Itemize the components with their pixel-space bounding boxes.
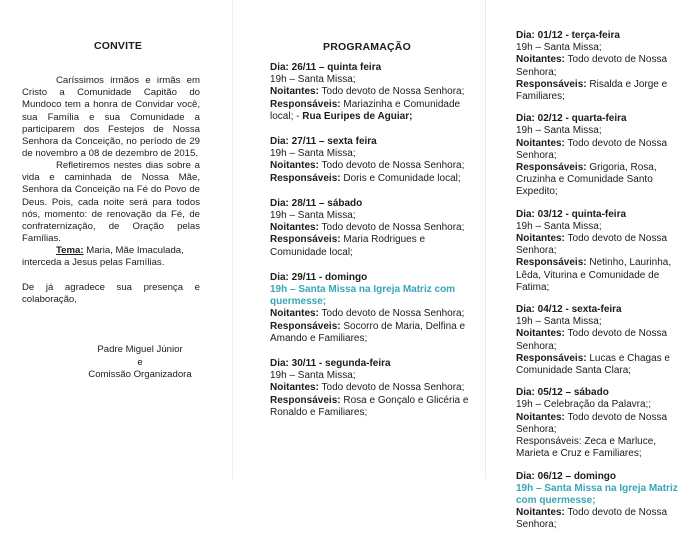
responsaveis-text: Mariazinha e Comunidade local; -	[270, 98, 461, 122]
noitantes-text: Todo devoto de Nossa Senhora;	[318, 308, 465, 320]
schedule-day	[516, 387, 691, 460]
schedule-day	[270, 198, 470, 259]
noitantes-label: Noitantes:	[270, 382, 319, 394]
noitantes-text: Todo devoto de Nossa Senhora;	[318, 160, 465, 172]
day-mass: 19h – Santa Missa;	[270, 74, 356, 86]
programacao-heading: PROGRAMAÇÃO	[323, 41, 411, 53]
schedule-day	[516, 209, 691, 294]
schedule-day	[516, 471, 691, 532]
noitantes-text: Todo devoto de Nossa Senhora;	[318, 382, 465, 394]
tema-paragraph	[22, 245, 200, 269]
responsaveis-text: Netinho, Laurinha, Lêda, Viturina e Comunidade de Fatima;	[516, 257, 672, 293]
responsaveis-label: Responsáveis:	[516, 78, 587, 90]
schedule-day	[270, 136, 470, 185]
noitantes-text: Todo devoto de Nossa Senhora;	[516, 54, 668, 78]
noitantes-label: Noitantes:	[516, 411, 565, 423]
day-title: Dia: 29/11 - domingo	[270, 271, 368, 283]
schedule-column-2	[516, 30, 691, 542]
signer-priest: Padre Miguel Júnior	[97, 344, 183, 355]
signer-and: e	[137, 356, 143, 368]
responsaveis-label: Responsáveis:	[270, 320, 341, 332]
noitantes-text: Todo devoto de Nossa Senhora;	[318, 86, 465, 98]
tema-label: Tema:	[56, 245, 84, 256]
responsaveis-label: Responsáveis:	[270, 394, 341, 406]
noitantes-label: Noitantes:	[516, 233, 565, 245]
responsaveis-text: Maria Rodrigues e Comunidade local;	[270, 234, 426, 258]
day-title: Dia: 04/12 - sexta-feira	[516, 304, 622, 316]
day-mass-highlight: 19h – Santa Missa na Igreja Matriz com quermesse;	[270, 284, 456, 308]
day-mass: 19h – Santa Missa;	[516, 316, 602, 328]
responsaveis-text: Doris e Comunidade local;	[340, 172, 461, 184]
schedule-day	[516, 113, 691, 198]
responsaveis-text: Zeca e Marluce, Marieta e Cruz e Familiares;	[516, 436, 657, 460]
day-title: Dia: 06/12 – domingo	[516, 470, 617, 482]
noitantes-label: Noitantes:	[516, 137, 565, 149]
noitantes-label: Noitantes:	[516, 328, 565, 340]
responsaveis-extra: Rua Euripes de Aguiar;	[302, 110, 413, 122]
responsaveis-text: Risalda e Jorge e Familiares;	[516, 78, 668, 103]
noitantes-text: Todo devoto de Nossa Senhora;	[516, 233, 668, 257]
day-mass-highlight: 19h – Santa Missa na Igreja Matriz com quermesse;	[516, 482, 678, 506]
day-title: Dia: 03/12 - quinta-feira	[516, 208, 627, 220]
signature-block	[70, 344, 210, 382]
responsaveis-label: Responsáveis:	[270, 98, 341, 110]
schedule-column-1	[270, 62, 470, 432]
schedule-day	[270, 358, 470, 419]
day-title: Dia: 01/12 - terça-feira	[516, 30, 620, 41]
convite-heading: CONVITE	[94, 40, 143, 52]
noitantes-label: Noitantes:	[516, 507, 565, 519]
day-title: Dia: 28/11 – sábado	[270, 197, 363, 209]
convite-paragraph-2: Refletiremos nestes dias sobre a vida e caminhada de Nossa Mãe, Senhora da Conceição na Fé do Povo de Deus. Pois, cada noite será para todos nós, momento: de renovação da Fé, de confraternização, de Oração pelas Famílias.	[22, 160, 200, 245]
day-mass: 19h – Santa Missa;	[516, 42, 602, 54]
day-mass: 19h – Santa Missa;	[270, 148, 356, 160]
responsaveis-label: Responsáveis:	[516, 162, 587, 174]
day-mass: 19h – Santa Missa;	[270, 210, 356, 222]
day-title: Dia: 05/12 – sábado	[516, 387, 609, 399]
convite-paragraph-4: De já agradece sua presença e colaboração,	[22, 282, 200, 306]
responsaveis-text: Socorro de Maria, Delfina e Amando e Familiares;	[270, 320, 466, 344]
day-mass: 19h – Santa Missa;	[516, 125, 602, 137]
responsaveis-text: Rosa e Gonçalo e Glicéria e Ronaldo e Familiares;	[270, 394, 469, 418]
noitantes-label: Noitantes:	[270, 86, 319, 98]
day-title: Dia: 26/11 – quinta feira	[270, 62, 382, 73]
fold-line-right	[485, 0, 486, 479]
noitantes-label: Noitantes:	[270, 222, 319, 234]
responsaveis-label: Responsáveis:	[516, 257, 587, 269]
noitantes-text: Todo devoto de Nossa Senhora;	[516, 137, 668, 161]
day-title: Dia: 30/11 - segunda-feira	[270, 358, 391, 370]
noitantes-label: Noitantes:	[516, 54, 565, 66]
fold-line-left	[232, 0, 233, 479]
responsaveis-label: Responsáveis:	[270, 234, 341, 246]
responsaveis-label: Responsáveis:	[516, 352, 587, 364]
day-title: Dia: 02/12 - quarta-feira	[516, 113, 627, 125]
noitantes-text: Todo devoto de Nossa Senhora;	[516, 411, 668, 435]
noitantes-label: Noitantes:	[270, 160, 319, 172]
schedule-day	[270, 272, 470, 345]
noitantes-text: Todo devoto de Nossa Senhora;	[516, 328, 668, 352]
noitantes-text: Todo devoto de Nossa Senhora;	[318, 222, 465, 234]
day-mass: 19h – Santa Missa;	[516, 220, 602, 232]
day-mass: 19h – Santa Missa;	[270, 370, 356, 382]
schedule-day	[516, 30, 691, 103]
schedule-day	[270, 62, 470, 123]
schedule-day	[516, 304, 691, 377]
responsaveis-label: Responsáveis:	[270, 172, 341, 184]
signer-committee: Comissão Organizadora	[88, 369, 192, 381]
responsaveis-text: Grigoria, Rosa, Cruzinha e Comunidade Santo Expedito;	[516, 162, 657, 198]
tema-text: Maria, Mãe Imaculada, interceda a Jesus pelas Famílias.	[22, 245, 184, 269]
convite-paragraph-1: Caríssimos irmãos e irmãs em Cristo a Comunidade Capitão do Mundoco tem a honra de Convidar você, sua Família e sua Comunidade a participarem dos Festejos de Nossa Senhora da Conceição, no período de 29 de novembro a 08 de dezembro de 2015.	[22, 75, 200, 160]
day-title: Dia: 27/11 – sexta feira	[270, 136, 377, 148]
day-mass: 19h – Celebração da Palavra;;	[516, 399, 652, 411]
responsaveis-label: Responsáveis:	[516, 436, 582, 448]
responsaveis-text: Lucas e Chagas e Comunidade Santa Clara;	[516, 352, 670, 377]
noitantes-text: Todo devoto de Nossa Senhora;	[516, 507, 668, 531]
noitantes-label: Noitantes:	[270, 308, 319, 320]
